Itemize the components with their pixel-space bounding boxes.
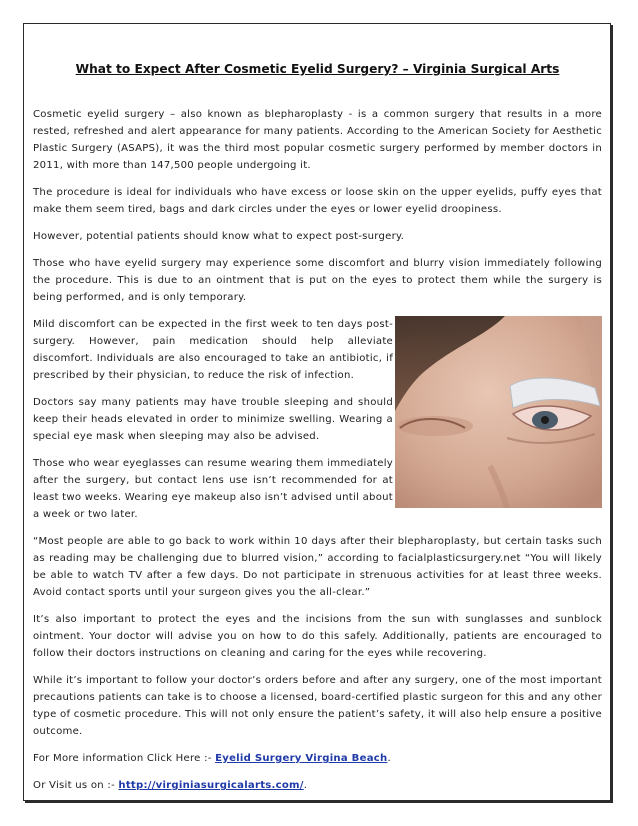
paragraph-sun-protection: It’s also important to protect the eyes and the incisions from the sun with sunglasses and sunblock ointment. Your doctor will advise you on how to do this safely. Additionally, patients are encouraged to follow their doctors instructions on cleaning and caring for the eyes while recovering. xyxy=(33,614,602,659)
paragraph-intro: Cosmetic eyelid surgery – also known as blepharoplasty - is a common surgery that results in a more rested, refreshed and alert appearance for many patients. According to the American Society for Aesthetic Plastic Surgery (ASAPS), it was the third most popular cosmetic surgery performed by member doctors in 2011, with more than 147,500 people undergoing it. xyxy=(33,109,602,171)
visit-prefix: Or Visit us on :- xyxy=(33,780,119,791)
post-surgery-eye-image xyxy=(395,316,602,508)
more-info-line xyxy=(33,750,602,767)
paragraph-discomfort: Those who have eyelid surgery may experience some discomfort and blurry vision immediately following the procedure. This is due to an ointment that is put on the eyes to protect them while the surgery is being performed, and is only temporary. xyxy=(33,258,602,303)
paragraph-eyeglasses: Those who wear eyeglasses can resume wearing them immediately after the surgery, but contact lens use isn’t recommended for at least two weeks. Wearing eye makeup also isn’t advised until about a week or two later. xyxy=(33,458,393,520)
more-info-prefix: For More information Click Here :- xyxy=(33,753,216,764)
paragraph-return-to-work: “Most people are able to go back to work within 10 days after their blepharoplasty, but certain tasks such as reading may be challenging due to blurred vision,” according to facialplasticsurgery.net “You will likely be able to watch TV after a few days. Do not participate in strenuous activities for at least three weeks. Avoid contact sports until your surgeon gives you the all-clear.” xyxy=(33,536,602,598)
paragraph-choose-surgeon: While it’s important to follow your doctor’s orders before and after any surgery, one of the most important precautions patients can take is to choose a licensed, board-certified plastic surgeon for this and any other type of cosmetic procedure. This will not only ensure the patient’s safety, it will also help ensure a positive outcome. xyxy=(33,675,602,737)
page-title: What to Expect After Cosmetic Eyelid Surgery? – Virginia Surgical Arts xyxy=(75,62,560,76)
visit-line xyxy=(33,777,602,794)
visit-suffix: . xyxy=(303,780,308,791)
image-text-block xyxy=(33,316,602,523)
paragraph-ideal-candidates: The procedure is ideal for individuals who have excess or loose skin on the upper eyelids, puffy eyes that make them seem tired, bags and dark circles under the eyes or lower eyelid droopiness. xyxy=(33,187,602,215)
paragraph-expectations: However, potential patients should know what to expect post-surgery. xyxy=(33,231,405,242)
paragraph-first-week: Mild discomfort can be expected in the first week to ten days post-surgery. However, pain medication should help alleviate discomfort. Individuals are also encouraged to take an antibiotic, if prescribed by their physician, to reduce the risk of infection. xyxy=(33,319,393,381)
paragraph-sleeping: Doctors say many patients may have trouble sleeping and should keep their heads elevated in order to minimize swelling. Wearing a special eye mask when sleeping may also be advised. xyxy=(33,397,393,442)
website-link[interactable]: http://virginiasurgicalarts.com/ xyxy=(118,780,304,791)
patient-eye-photo xyxy=(395,316,602,508)
more-info-suffix: . xyxy=(387,753,391,764)
document-body xyxy=(33,60,602,804)
eyelid-surgery-link[interactable]: Eyelid Surgery Virgina Beach xyxy=(215,753,388,764)
